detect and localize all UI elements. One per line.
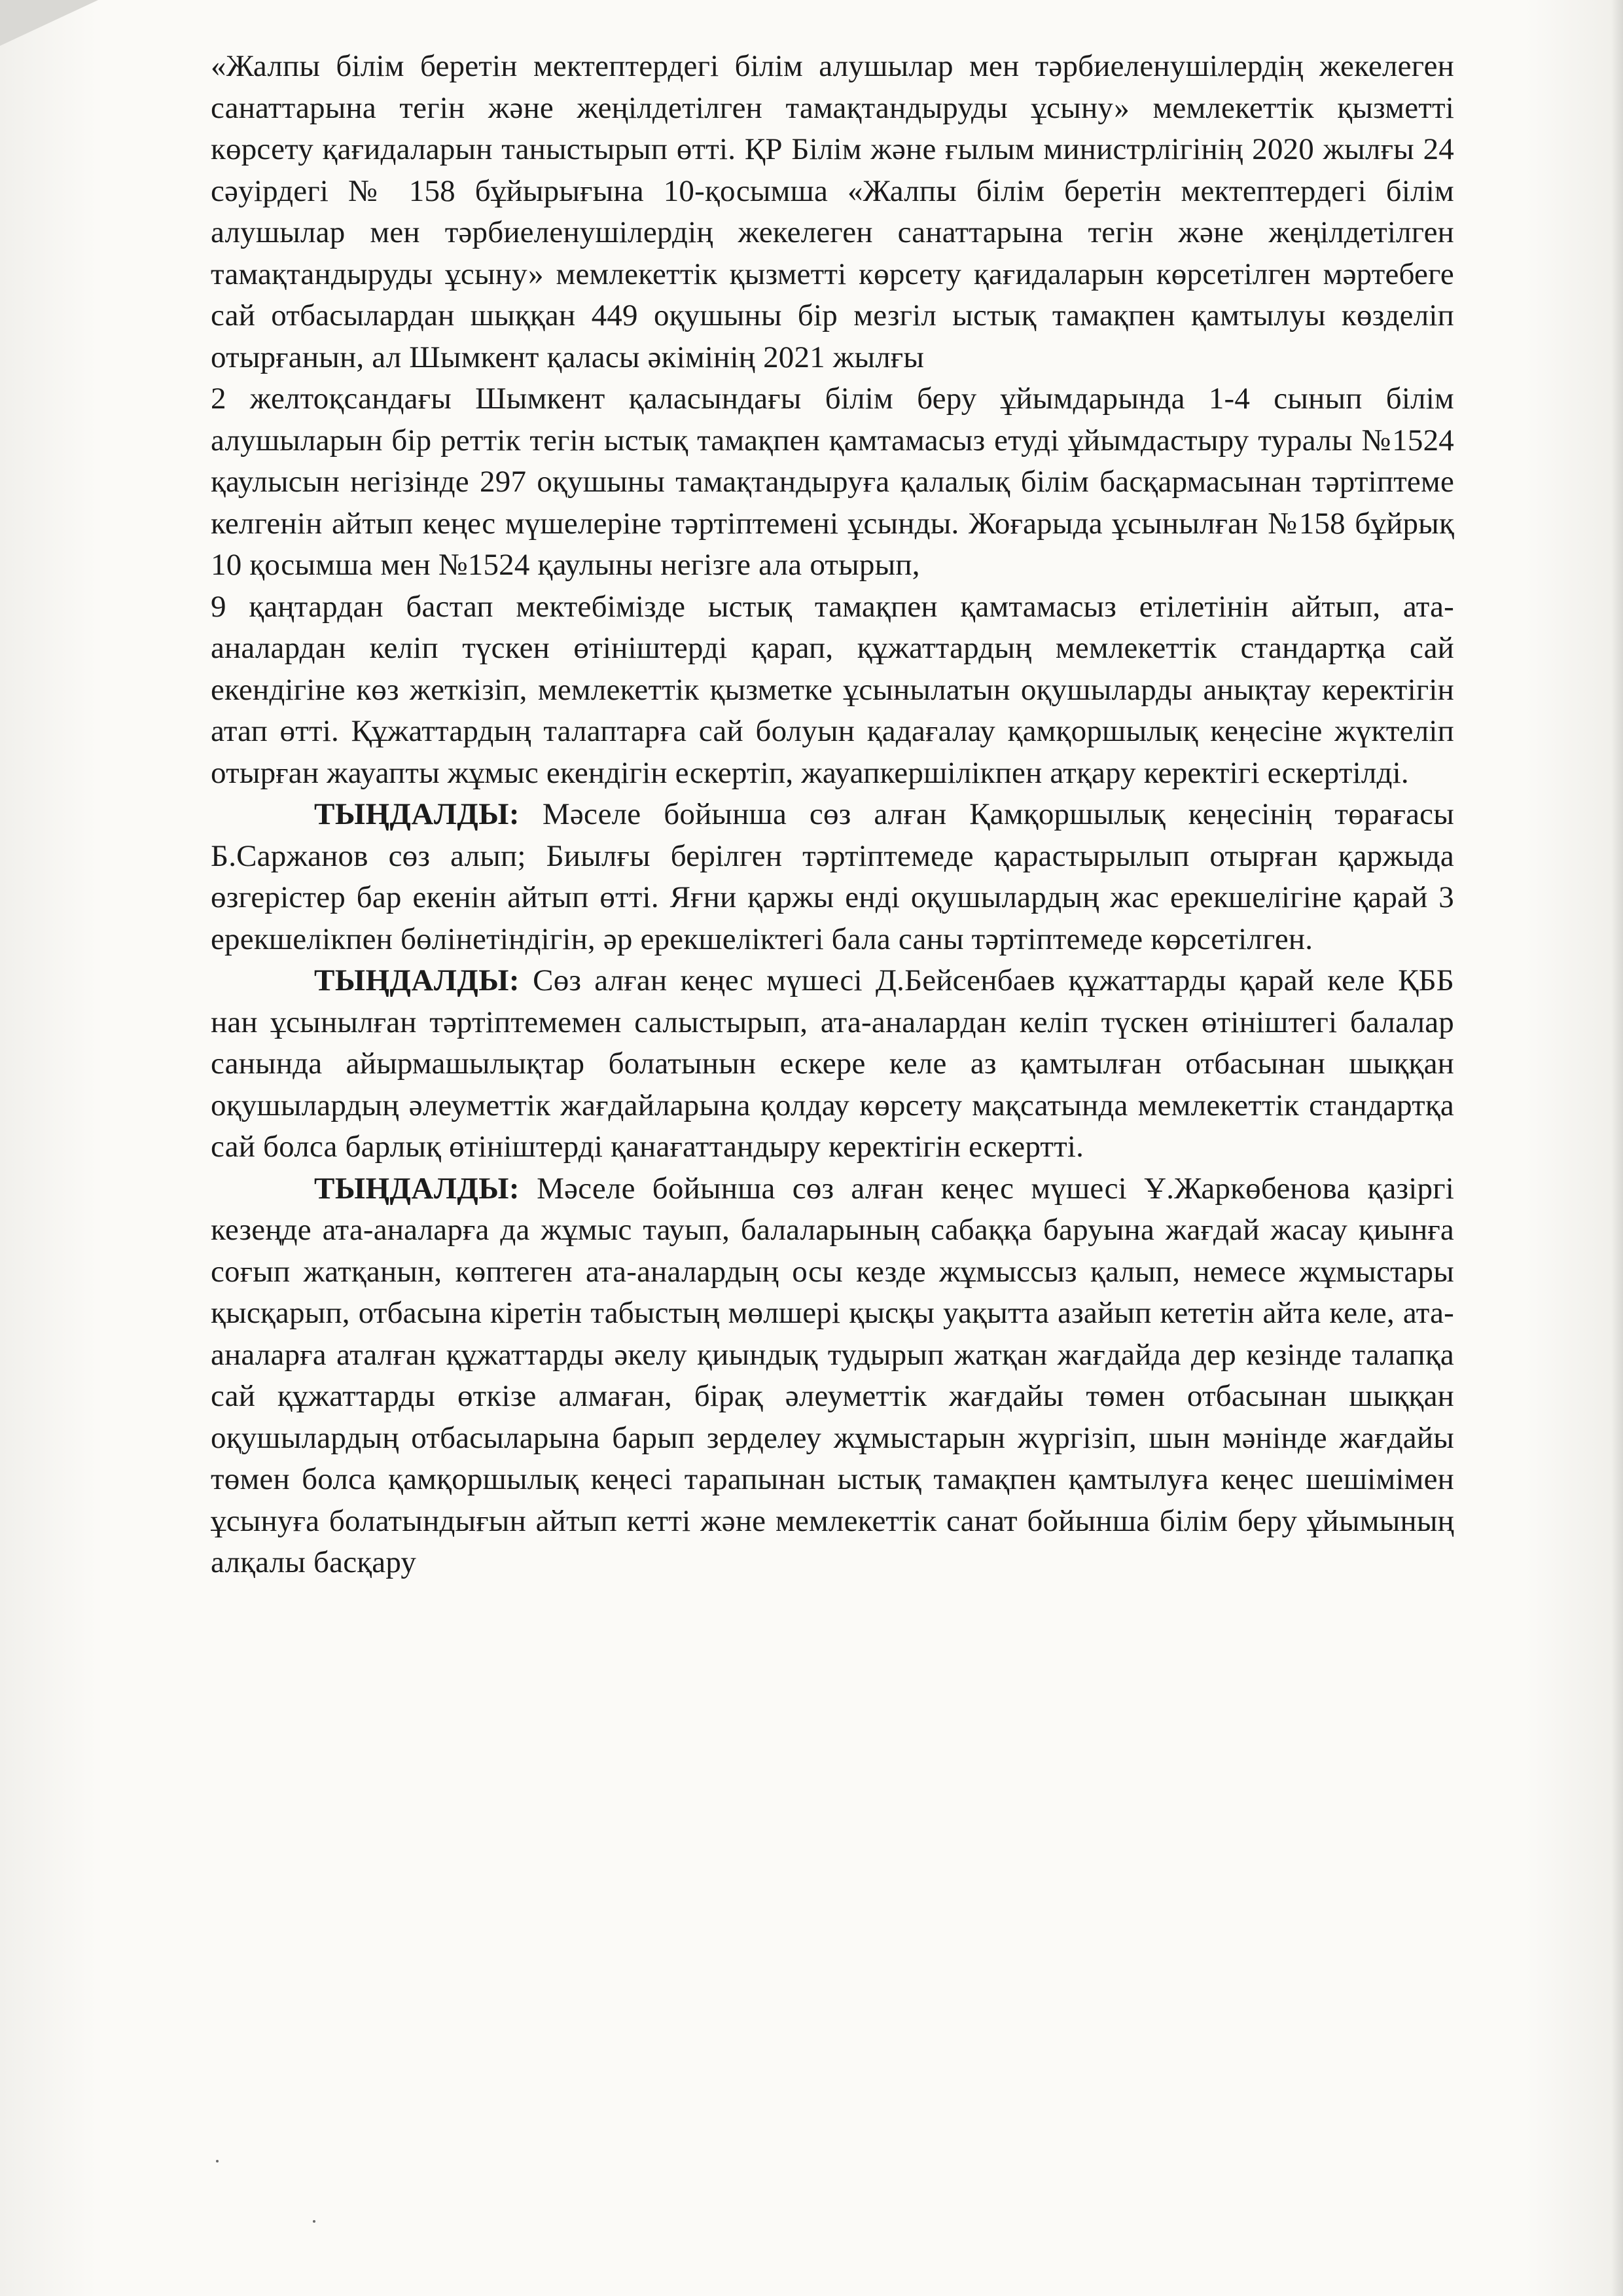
paragraph-january-meals: 9 қаңтардан бастап мектебімізде ыстық тамақпен қамтамасыз етілетінін айтып, ата-аналардан келіп түскен өтініштерді қарап, құжаттардың мемлекеттік стандартқа сай екендігіне көз жеткізіп, мемлекеттік қызметке ұсынылатын оқушыларды анықтау керектігін атап өтті. Құжаттардың талаптарға сай болуын қадағалау қамқоршылық кеңесіне жүктеліп отырған жауапты жұмыс екендігін ескертіп, жауапкершілікпен атқару керектігі ескертілді. — [211, 589, 1454, 790]
paragraph-intro: «Жалпы білім беретін мектептердегі білім алушылар мен тәрбиеленушілердің жекелеген санаттарына тегін және жеңілдетілген тамақтандыруды ұсыну» мемлекеттік қызметті көрсету қағидаларын таныстырып өтті. ҚР Білім және ғылым министрлігінің 2020 жылғы 24 сәуірдегі № 158 бұйырығына 10-қосымша «Жалпы білім беретін мектептердегі білім алушылар мен тәрбиеленушілердің жекелеген санаттарына тегін және жеңілдетілген тамақтандыруды ұсыну» мемлекеттік қызметті көрсету қағидаларын көрсетілген мәртебеге сай отбасылардан шыққан 449 оқушыны бір мезгіл ыстық тамақпен қамтылуы көзделіп отырғанын, ал Шымкент қаласы әкімінің 2021 жылғы — [211, 49, 1454, 374]
paragraph-heard-text: Сөз алған кеңес мүшесі Д.Бейсенбаев құжаттарды қарай келе ҚББ нан ұсынылған тәртіптемемен салыстырып, ата-аналардан келіп түскен өтініштегі балалар санында айырмашылықтар болатынын ескере келе аз қамтылған отбасынан шыққан оқушылардың әлеуметтік жағдайларына қолдау көрсету мақсатында мемлекеттік стандартқа сай болса барлық өтініштерді қанағаттандыру керектігін ескертті. — [211, 963, 1454, 1164]
paragraph-heard-text: Мәселе бойынша сөз алған кеңес мүшесі Ұ.Жаркөбенова қазіргі кезеңде ата-аналарға да жұмыс тауып, балаларының сабаққа баруына жағдай жасау қиынға соғып жатқанын, көптеген ата-аналардың осы кезде жұмыссыз қалып, немесе жұмыстары қысқарып, отбасына кіретін табыстың мөлшері қысқы уақытта азайып кететін айта келе, ата-аналарға аталған құжаттарды әкелу қиындық тудырып жатқан жағдайда дер кезінде талапқа сай құжаттарды өткізе алмаған, бірақ әлеуметтік жағдайы төмен отбасынан шыққан оқушылардың отбасыларына барып зерделеу жұмыстарын жүргізіп, шын мәнінде жағдайы төмен болса қамқоршылық кеңесі тарапынан ыстық тамақпен қамтылуға кеңес шешімімен ұсынуға болатындығын айтып кетті және мемлекеттік санат бойынша білім беру ұйымының алқалы басқару — [211, 1171, 1454, 1579]
paragraph-heard-zharkobenova — [211, 1168, 1454, 1584]
scan-edge-shadow — [1611, 0, 1623, 2296]
paragraph-heard-text: Мәселе бойынша сөз алған Қамқоршылық кеңесінің төрағасы Б.Саржанов сөз алып; Биылғы берілген тәртіптемеде қарастырылып отырған қаржыда өзгерістер бар екенін айтып өтті. Яғни қаржы енді оқушылардың жас ерекшелігіне қарай 3 ерекшелікпен бөлінетіндігін, әр ерекшеліктегі бала саны тәртіптемеде көрсетілген. — [211, 797, 1455, 956]
heard-label: ТЫҢДАЛДЫ: — [314, 797, 520, 831]
scan-speck — [216, 2160, 219, 2162]
heard-label: ТЫҢДАЛДЫ: — [314, 963, 520, 997]
scan-corner-shadow — [0, 0, 98, 46]
document-body — [211, 46, 1454, 1584]
paragraph-resolution-1524: 2 желтоқсандағы Шымкент қаласындағы білім беру ұйымдарында 1-4 сынып білім алушыларын бір реттік тегін ыстық тамақпен қамтамасыз етуді ұйымдастыру туралы №1524 қаулысын негізінде 297 оқушыны тамақтандыруға қалалық білім басқармасынан тәртіптеме келгенін айтып кеңес мүшелеріне тәртіптемені ұсынды. Жоғарыда ұсынылған №158 бұйрық 10 қосымша мен №1524 қаулыны негізге ала отырып, — [211, 382, 1454, 582]
paragraph-heard-sarzhanov — [211, 794, 1454, 960]
heard-label: ТЫҢДАЛДЫ: — [314, 1171, 520, 1206]
scan-speck — [313, 2220, 315, 2223]
paragraph-heard-beisenbaev — [211, 960, 1454, 1168]
